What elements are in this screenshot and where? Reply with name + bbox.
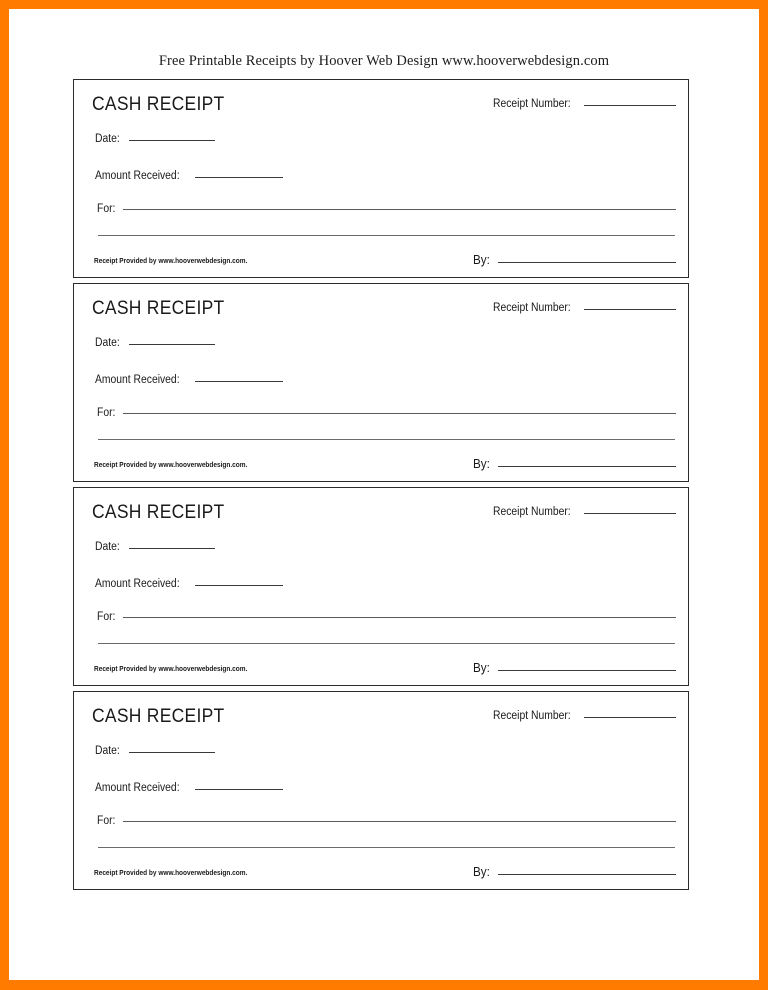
signed-by-input-line[interactable] — [498, 874, 676, 875]
receipt-footer-row — [74, 864, 688, 888]
signed-by-input-line[interactable] — [498, 466, 676, 467]
for-input-line-2[interactable] — [98, 847, 675, 848]
receipt-credit-text: Receipt Provided by www.hooverwebdesign.com. — [94, 664, 248, 673]
receipt-header-row — [74, 692, 688, 736]
date-field[interactable] — [95, 745, 215, 757]
date-input-line[interactable] — [129, 344, 215, 345]
receipt-card-1 — [73, 79, 689, 278]
for-label: For: — [97, 815, 116, 827]
date-label: Date: — [95, 133, 120, 145]
for-input-line-2[interactable] — [98, 235, 675, 236]
for-field[interactable] — [97, 203, 676, 215]
receipt-card-2 — [73, 283, 689, 482]
amount-received-label: Amount Received: — [95, 170, 180, 182]
receipt-number-input-line[interactable] — [584, 105, 676, 106]
date-label: Date: — [95, 337, 120, 349]
receipt-number-label: Receipt Number: — [492, 710, 571, 722]
date-field[interactable] — [95, 337, 215, 349]
receipt-title: CASH RECEIPT — [92, 94, 225, 115]
amount-received-label: Amount Received: — [95, 782, 180, 794]
for-input-line[interactable] — [123, 209, 676, 210]
amount-received-field[interactable] — [95, 578, 283, 590]
receipt-header-row — [74, 488, 688, 532]
signed-by-field[interactable] — [473, 660, 676, 675]
for-input-line[interactable] — [123, 413, 676, 414]
receipt-header-row — [74, 284, 688, 328]
date-field[interactable] — [95, 133, 215, 145]
for-input-line[interactable] — [123, 821, 676, 822]
date-field[interactable] — [95, 541, 215, 553]
signed-by-label: By: — [473, 864, 491, 879]
signed-by-input-line[interactable] — [498, 262, 676, 263]
receipt-credit-text: Receipt Provided by www.hooverwebdesign.com. — [94, 460, 248, 469]
receipt-footer-row — [74, 456, 688, 480]
for-field[interactable] — [97, 611, 676, 623]
signed-by-label: By: — [473, 456, 491, 471]
for-input-line-2[interactable] — [98, 643, 675, 644]
receipt-number-field[interactable] — [493, 710, 676, 722]
signed-by-label: By: — [473, 252, 491, 267]
receipt-number-field[interactable] — [493, 506, 676, 518]
receipt-number-label: Receipt Number: — [492, 302, 571, 314]
amount-received-label: Amount Received: — [95, 374, 180, 386]
receipt-card-3 — [73, 487, 689, 686]
receipt-number-input-line[interactable] — [584, 309, 676, 310]
signed-by-field[interactable] — [473, 864, 676, 879]
receipt-footer-row — [74, 252, 688, 276]
receipt-list — [73, 79, 689, 895]
receipt-card-4 — [73, 691, 689, 890]
for-field[interactable] — [97, 407, 676, 419]
for-field[interactable] — [97, 815, 676, 827]
signed-by-input-line[interactable] — [498, 670, 676, 671]
signed-by-label: By: — [473, 660, 491, 675]
receipt-number-input-line[interactable] — [584, 717, 676, 718]
amount-received-label: Amount Received: — [95, 578, 180, 590]
receipt-title: CASH RECEIPT — [92, 706, 225, 727]
amount-received-input-line[interactable] — [195, 789, 283, 790]
for-label: For: — [97, 611, 116, 623]
for-label: For: — [97, 203, 116, 215]
signed-by-field[interactable] — [473, 456, 676, 471]
amount-received-field[interactable] — [95, 170, 283, 182]
receipt-title: CASH RECEIPT — [92, 298, 225, 319]
amount-received-input-line[interactable] — [195, 381, 283, 382]
date-input-line[interactable] — [129, 548, 215, 549]
date-input-line[interactable] — [129, 140, 215, 141]
amount-received-field[interactable] — [95, 782, 283, 794]
receipt-title: CASH RECEIPT — [92, 502, 225, 523]
receipt-number-field[interactable] — [493, 302, 676, 314]
date-label: Date: — [95, 745, 120, 757]
amount-received-input-line[interactable] — [195, 177, 283, 178]
amount-received-input-line[interactable] — [195, 585, 283, 586]
for-input-line-2[interactable] — [98, 439, 675, 440]
for-label: For: — [97, 407, 116, 419]
signed-by-field[interactable] — [473, 252, 676, 267]
printable-sheet — [9, 9, 759, 980]
receipt-number-label: Receipt Number: — [492, 98, 571, 110]
receipt-credit-text: Receipt Provided by www.hooverwebdesign.com. — [94, 868, 248, 877]
page-title: Free Printable Receipts by Hoover Web Design www.hooverwebdesign.com — [158, 53, 610, 69]
date-input-line[interactable] — [129, 752, 215, 753]
receipt-footer-row — [74, 660, 688, 684]
receipt-number-input-line[interactable] — [584, 513, 676, 514]
for-input-line[interactable] — [123, 617, 676, 618]
receipt-number-field[interactable] — [493, 98, 676, 110]
date-label: Date: — [95, 541, 120, 553]
receipt-credit-text: Receipt Provided by www.hooverwebdesign.com. — [94, 256, 248, 265]
amount-received-field[interactable] — [95, 374, 283, 386]
receipt-number-label: Receipt Number: — [492, 506, 571, 518]
receipt-header-row — [74, 80, 688, 124]
